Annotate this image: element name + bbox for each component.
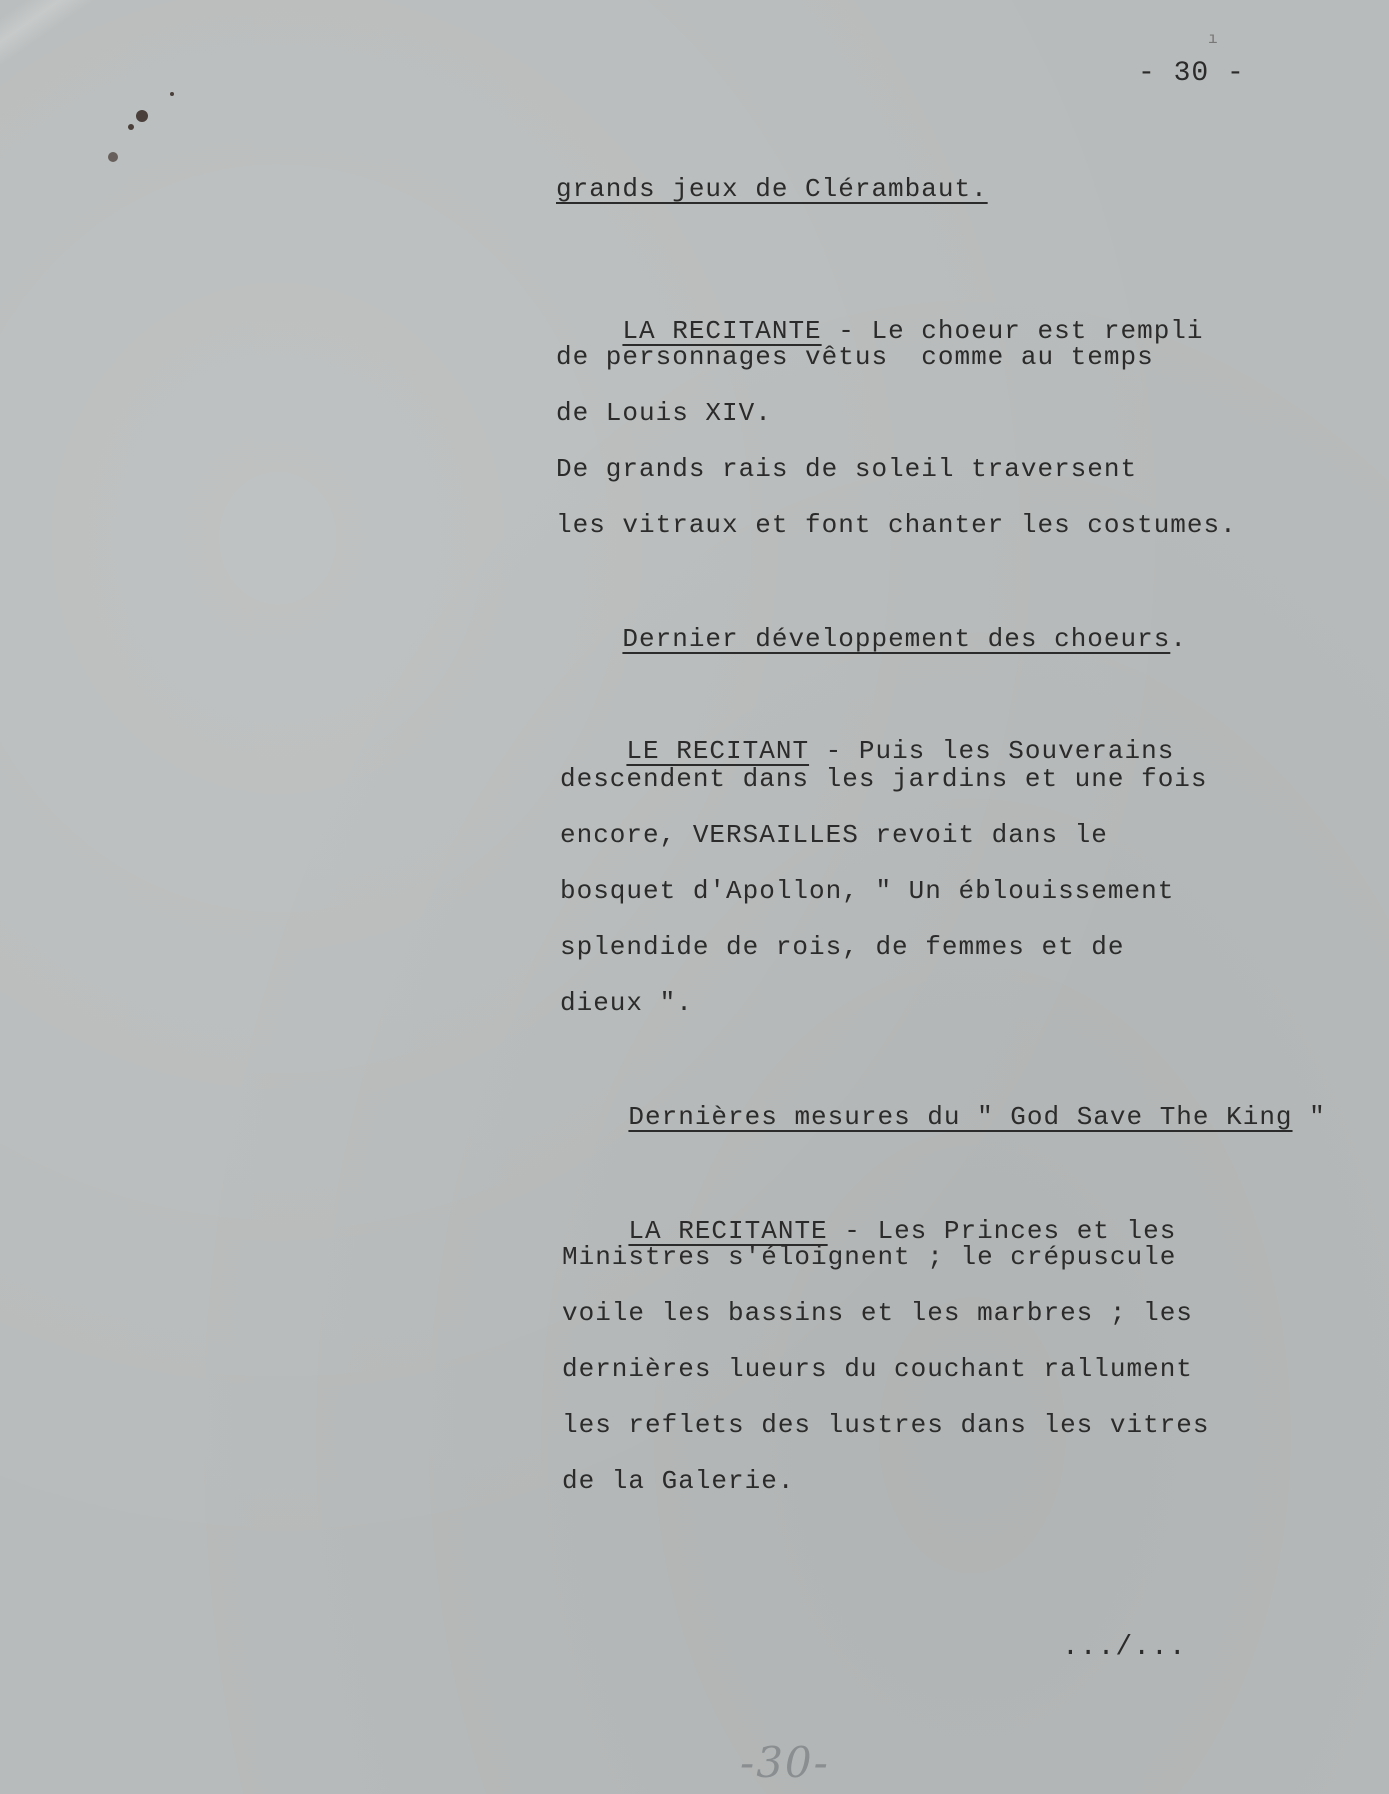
speech-line: de personnages vêtus comme au temps bbox=[556, 342, 1154, 372]
handwritten-page-number: -30- bbox=[740, 1738, 830, 1787]
pencil-mark: ı bbox=[1208, 30, 1218, 48]
speech-line: dieux ". bbox=[560, 988, 693, 1018]
paper-fold-shading-secondary bbox=[0, 0, 500, 233]
stage-direction-tail: " bbox=[1292, 1102, 1326, 1132]
stage-direction-text: Dernières mesures du " God Save The King bbox=[628, 1102, 1293, 1132]
speech-line: splendide de rois, de femmes et de bbox=[560, 932, 1125, 962]
ink-stain bbox=[108, 152, 118, 162]
speech-text: - Puis les Souverains bbox=[809, 736, 1175, 766]
page-number: - 30 - bbox=[1138, 58, 1245, 89]
speaker-name: LE RECITANT bbox=[626, 736, 810, 766]
ink-stain bbox=[128, 124, 134, 130]
speaker-name: LA RECITANTE bbox=[622, 316, 822, 346]
speech-line: de la Galerie. bbox=[562, 1466, 795, 1496]
paper-fold-shading bbox=[0, 0, 629, 11]
speech-line: de Louis XIV. bbox=[556, 398, 772, 428]
speaker-name: LA RECITANTE bbox=[628, 1216, 828, 1246]
speech-line: descendent dans les jardins et une fois bbox=[560, 764, 1208, 794]
speech-line: voile les bassins et les marbres ; les bbox=[562, 1298, 1193, 1328]
speech-line: bosquet d'Apollon, " Un éblouissement bbox=[560, 876, 1175, 906]
speech-line: encore, VERSAILLES revoit dans le bbox=[560, 820, 1108, 850]
stage-direction bbox=[562, 1072, 1326, 1162]
stage-direction: Dernier développement des choeurs. bbox=[622, 624, 1187, 654]
stage-direction-text: Dernier développement des choeurs bbox=[622, 624, 1171, 654]
ink-stain bbox=[170, 92, 174, 96]
header-line: grands jeux de Clérambaut. bbox=[556, 174, 988, 204]
speech-line: les reflets des lustres dans les vitres bbox=[562, 1410, 1210, 1440]
speech-text: - Le choeur est rempli bbox=[821, 316, 1204, 346]
speech-line: dernières lueurs du couchant rallument bbox=[562, 1354, 1193, 1384]
speech-line: Ministres s'éloignent ; le crépuscule bbox=[562, 1242, 1177, 1272]
speech-text: - Les Princes et les bbox=[827, 1216, 1177, 1246]
ink-stain bbox=[136, 110, 148, 122]
speech-line: De grands rais de soleil traversent bbox=[556, 454, 1138, 484]
continuation-mark: .../... bbox=[1062, 1632, 1187, 1663]
speech-line: les vitraux et font chanter les costumes. bbox=[556, 510, 1237, 540]
